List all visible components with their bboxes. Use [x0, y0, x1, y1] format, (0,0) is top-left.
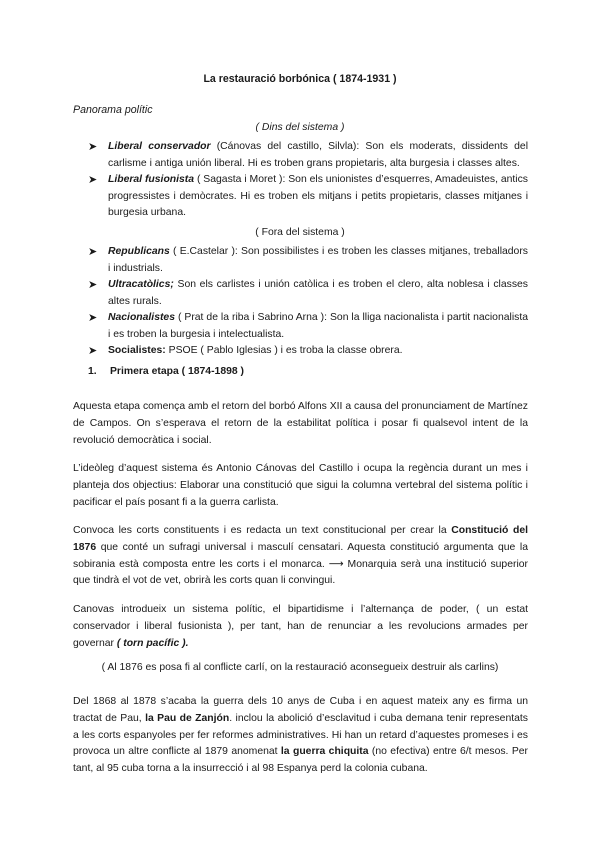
- paragraph-2: L’ideòleg d’aquest sistema és Antonio Cánovas del Castillo i ocupa la regència durant un mes i planteja dos objectius: Elaborar una constitució que sigui la columna vertebral del sistema polític i pacificar el país posant fi a la guerra carlista.: [73, 463, 528, 508]
- party-description: (Cánovas del castillo, Silvla): Son els moderats, dissidents del carlisme i antiga unión liberal. Hi es troben grans propietaris, alta burgesia i classes altes.: [108, 141, 528, 169]
- arrow-bullet-icon: ➤: [88, 141, 98, 153]
- list-item: [88, 277, 528, 310]
- subheading-fora: ( Fora del sistema ): [255, 227, 345, 238]
- party-description: ( Prat de la riba i Sabrino Arna ): Son la lliga nacionalista i partit nacionalista i es troben la burgesia i intelectualista.: [108, 312, 528, 340]
- arrow-bullet-icon: ➤: [88, 174, 98, 186]
- document-title: La restauració borbónica ( 1874-1931 ): [203, 73, 397, 85]
- bold-italic-span: ).: [179, 637, 189, 649]
- list-item: [88, 310, 528, 343]
- text-span: Convoca les corts constituents i es redacta un text constitucional per crear la: [73, 525, 452, 536]
- party-name: Liberal fusionista: [108, 174, 195, 185]
- party-description: Son els carlistes i unión catòlica i es troben el clero, alta noblesa i classes altes rurals.: [108, 279, 528, 307]
- arrow-bullet-icon: ➤: [88, 279, 98, 291]
- section-number: 1.: [88, 366, 97, 377]
- fora-list: [88, 244, 528, 360]
- paragraph-6: [73, 694, 528, 778]
- party-name: Republicans: [108, 246, 170, 257]
- bold-span: la guerra chiquita: [280, 746, 369, 758]
- text-span: Canovas introdueix un sistema polític, el bipartidisme i l’alternança de poder, ( un estat conservador i liberal fusionista ), per tant, han de renunciar a les revolucions armades per governar: [73, 604, 528, 649]
- text-span: (no efectiva) entre 6/t mesos. Per tant, al 95 cuba torna a la insurrecció i al 98 Espanya perd la colonia cubana.: [73, 746, 528, 775]
- section-label: Primera etapa ( 1874-1898 ): [110, 366, 245, 377]
- section-heading-panorama: Panorama polític: [73, 104, 153, 116]
- text-span: . inclou la abolició d’esclavitud i cuba demana tenir representats a les corts espanyoles per fer reformes administratives. Hi han un retard d’aquestes promeses i es provoca un altre conflicte al 1879 anomenat: [73, 712, 528, 758]
- arrow-bullet-icon: ➤: [88, 312, 98, 324]
- arrow-bullet-icon: ➤: [88, 345, 98, 357]
- party-description: PSOE ( Pablo Iglesias ) i es troba la classe obrera.: [165, 345, 403, 356]
- party-name: Ultracatòlics;: [108, 279, 174, 290]
- list-item: [88, 172, 528, 222]
- dins-list: [88, 139, 528, 222]
- party-description: ( E.Castelar ): Son possibilistes i es troben les classes mitjanes, treballadors i industrials.: [108, 246, 528, 274]
- text-span: Del 1868 al 1878 s’acaba la guerra dels 10 anys de Cuba i en aquest mateix any es firma un tractat de Pau,: [73, 696, 528, 724]
- party-name: Socialistes:: [108, 345, 166, 356]
- party-name: Liberal conservador: [108, 141, 211, 152]
- paragraph-3: [73, 523, 528, 590]
- list-item: [88, 343, 528, 360]
- bold-italic-span: ( torn pacífic: [116, 637, 180, 649]
- list-item: [88, 139, 528, 172]
- subheading-dins: ( Dins del sistema ): [255, 122, 345, 133]
- arrow-bullet-icon: ➤: [88, 246, 98, 258]
- bold-span: Constitució del 1876: [73, 525, 528, 553]
- paragraph-4: [73, 602, 528, 652]
- paragraph-5: ( Al 1876 es posa fi al conflicte carlí, on la restauració aconsegueix destruir als carlins): [101, 662, 499, 673]
- text-span: que conté un sufragi universal i masculí censatari. Aquesta constitució argumenta que la sobirania està composta entre les corts i el monarca. ⟶ Monarquia serà una institució superior que tindrà el vot de vet, obrirà les corts quan li convingui.: [73, 541, 528, 587]
- list-item: [88, 244, 528, 277]
- party-name: Nacionalistes: [108, 312, 175, 323]
- party-description: ( Sagasta i Moret ): Son els unionistes d’esquerres, Amadeuistes, antics progressistes i demòcrates. Hi es troben els mitjans i petits propietaris, classes mitjanes i burgesia urbana.: [108, 174, 528, 218]
- paragraph-1: Aquesta etapa comença amb el retorn del borbó Alfons XII a causa del pronunciament de Martínez de Campos. On s’esperava el retorn de la estabilitat política i posar fi qualsevol intent de la revolució democràtica i social.: [73, 401, 528, 446]
- bold-span: la Pau de Zanjón: [145, 712, 230, 724]
- section-heading-primera-etapa: [88, 366, 244, 377]
